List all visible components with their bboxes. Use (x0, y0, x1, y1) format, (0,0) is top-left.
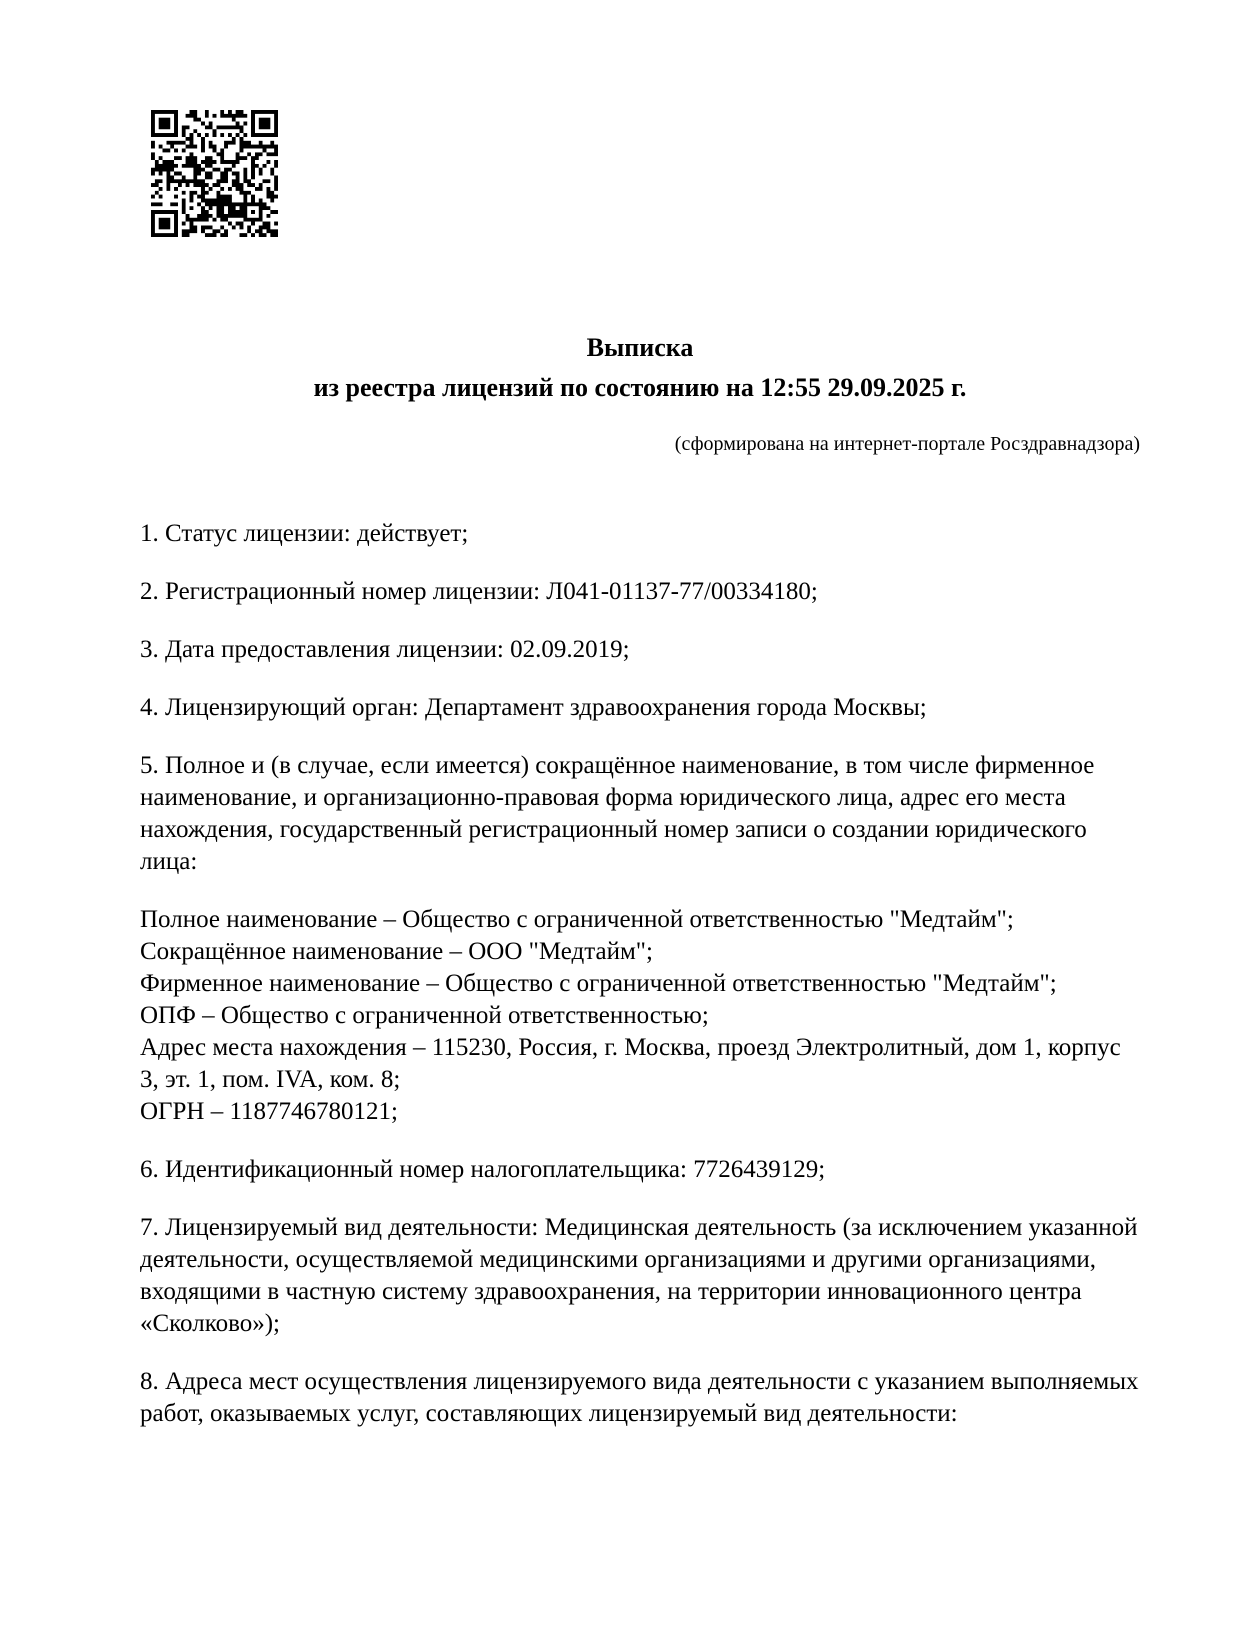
paragraph-line: 6. Идентификационный номер налогоплательщика: 7726439129; (140, 1156, 826, 1183)
paragraph (140, 1366, 1140, 1430)
paragraph-line: ОПФ – Общество с ограниченной ответственностью; (140, 1002, 709, 1029)
paragraph (140, 1212, 1140, 1340)
paragraph-line: 4. Лицензирующий орган: Департамент здравоохранения города Москвы; (140, 694, 927, 721)
paragraph (140, 634, 1140, 666)
document-body (140, 518, 1140, 1430)
paragraph-line: Сокращённое наименование – ООО "Медтайм"; (140, 938, 653, 965)
paragraph-line: 1. Статус лицензии: действует; (140, 520, 469, 547)
paragraph (140, 1154, 1140, 1186)
document-subtitle: (сформирована на интернет-портале Росздравнадзора) (674, 433, 1140, 455)
paragraph-line: 7. Лицензируемый вид деятельности: Медицинская деятельность (за исключением указанной деятельности, осуществляемой медицинскими организациями и другими организациями, входящими в частную систему здравоохранения, на территории инновационного центра «Сколково»); (140, 1214, 1138, 1337)
paragraph-line: Полное наименование – Общество с ограниченной ответственностью "Медтайм"; (140, 906, 1014, 933)
paragraph (140, 518, 1140, 550)
paragraph-line: 2. Регистрационный номер лицензии: Л041-01137-77/00334180; (140, 578, 818, 605)
document-title-line2: из реестра лицензий по состоянию на 12:55 29.09.2025 г. (313, 373, 967, 402)
paragraph-line: ОГРН – 1187746780121; (140, 1098, 398, 1125)
paragraph-line: 5. Полное и (в случае, если имеется) сокращённое наименование, в том числе фирменное наименование, и организационно-правовая форма юридического лица, адрес его места нахождения, государственный регистрационный номер записи о создании юридического лица: (140, 752, 1095, 875)
paragraph-line: Адрес места нахождения – 115230, Россия, г. Москва, проезд Электролитный, дом 1, корпус 3, эт. 1, пом. IVA, ком. 8; (140, 1034, 1121, 1093)
document-content (140, 0, 1140, 1430)
paragraph-line: 3. Дата предоставления лицензии: 02.09.2019; (140, 636, 630, 663)
paragraph (140, 750, 1140, 878)
paragraph (140, 692, 1140, 724)
document-title-line1: Выписка (586, 333, 694, 362)
paragraph-line: 8. Адреса мест осуществления лицензируемого вида деятельности с указанием выполняемых работ, оказываемых услуг, составляющих лицензируемый вид деятельности: (140, 1368, 1139, 1427)
paragraph (140, 576, 1140, 608)
paragraph (140, 904, 1140, 1128)
document-title (140, 328, 1140, 408)
paragraph-line: Фирменное наименование – Общество с ограниченной ответственностью "Медтайм"; (140, 970, 1057, 997)
